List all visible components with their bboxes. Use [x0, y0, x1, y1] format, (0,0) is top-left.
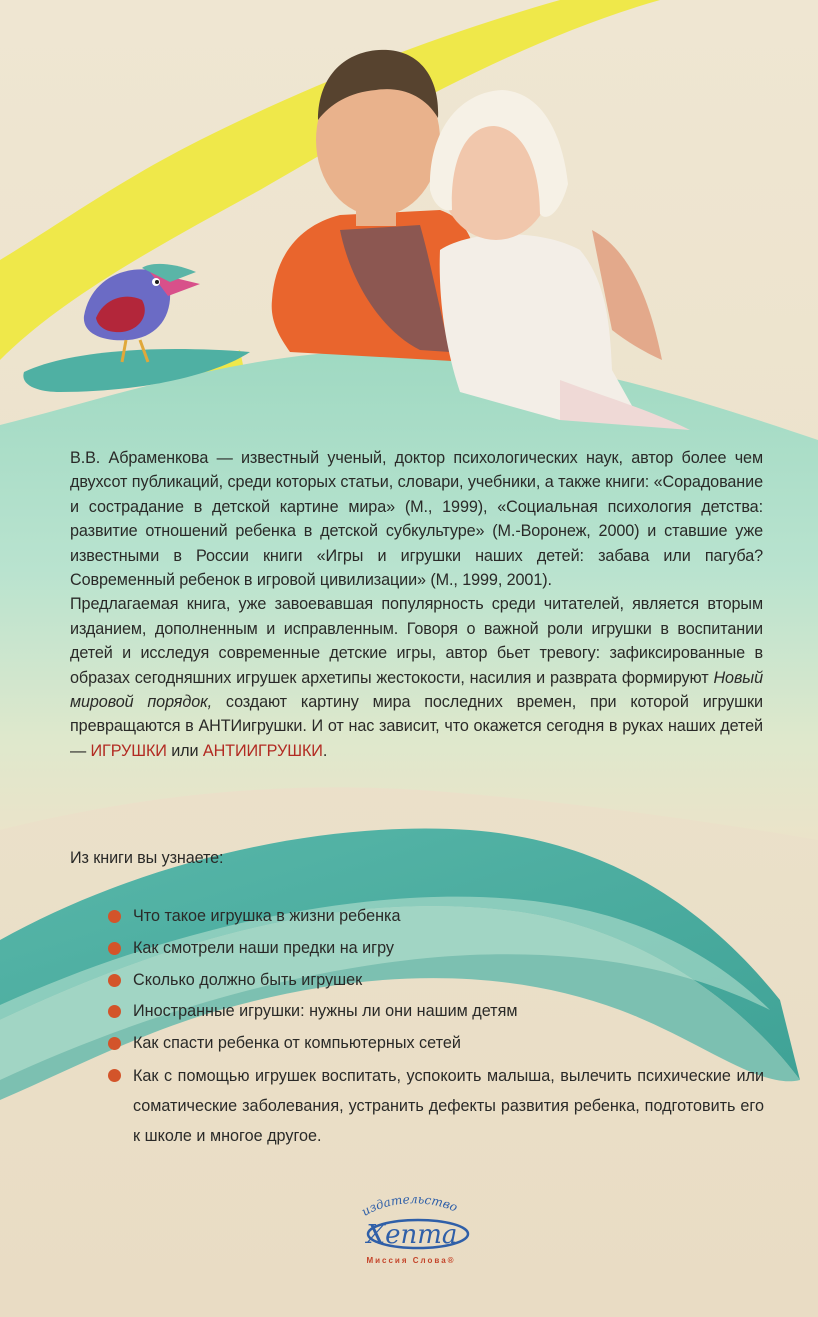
highlight-antitoys: АНТИИГРУШКИ [202, 741, 323, 760]
bullet-icon [108, 1005, 121, 1018]
bullet-icon [108, 1037, 121, 1050]
bio-paragraph-2-cont: создают картину мира последних времен, при которой игрушки превращаются в АНТИигрушки. И от нас зависит, что окажется сегодня в руках наших детей — [70, 693, 763, 760]
girl-photo [430, 90, 690, 430]
publisher-logo [346, 1194, 476, 1278]
bullet-icon [108, 974, 121, 987]
topic-text: Сколько должно быть игрушек [133, 970, 363, 989]
bio-paragraph-2 [70, 592, 763, 763]
bio-paragraph-1 [70, 446, 763, 592]
topic-item [106, 1028, 764, 1060]
topic-item [106, 996, 764, 1028]
topic-item [106, 933, 764, 965]
publisher-tagline: Миссия Слова® [366, 1256, 456, 1265]
bio-end-period: . [322, 741, 328, 760]
topic-text: Что такое игрушка в жизни ребенка [133, 907, 401, 925]
bullet-icon [108, 910, 121, 923]
publisher-name: Хепта [366, 1220, 458, 1250]
bio-paragraph-2-text: Предлагаемая книга, уже завоевавшая популярность среди читателей, является вторым изданием, дополненным и исправленным. Говоря о важной роли игрушки в воспитании детей и исследуя современные детские игры, автор бьет тревогу: зафиксированные в образах сегодняшних игрушек архетипы жестокости, насилия и разврата формируют [70, 595, 763, 687]
topic-item [106, 901, 764, 933]
topic-text: Иностранные игрушки: нужны ли они нашим детям [133, 1002, 518, 1021]
bio-paragraph-1-text: В.В. Абраменкова — известный ученый, доктор психологических наук, автор более чем двухсот публикаций, среди которых статьи, словари, учебники, а также книги: «Сорадование и сострадание в детской картине мира» (М., 1999), «Социальная психология детства: развитие отношений ребенка в детской субкультуре» (М.-Воронеж, 2000) и ставшие уже известными в России книги «Игры и игрушки наших детей: забава или пагуба? Современный ребенок в игровой цивилизации» (М., 1999, 2001). [70, 449, 763, 590]
publisher-arc-text [359, 1194, 459, 1219]
bio-or: или [171, 741, 199, 760]
bio-italic-phrase: Новый мировой порядок, [70, 668, 764, 712]
topic-text: Как спасти ребенка от компьютерных сетей [133, 1034, 461, 1053]
publisher-mark [346, 1194, 476, 1256]
topic-item [106, 965, 764, 997]
publisher-arc-path: издательство [359, 1194, 460, 1219]
bullet-icon [108, 1069, 121, 1082]
author-description [70, 446, 763, 763]
highlight-toys: ИГРУШКИ [90, 741, 167, 760]
topic-text: Как с помощью игрушек воспитать, успокоить малыша, вылечить психические или соматические заболевания, устранить дефекты развития ребенка, подготовить его к школе и многое другое. [133, 1066, 764, 1145]
topic-text: Как смотрели наши предки на игру [133, 938, 394, 957]
topic-item [106, 1060, 764, 1151]
learn-heading: Из книги вы узнаете: [70, 849, 224, 867]
bullet-icon [108, 942, 121, 955]
topics-list [106, 901, 764, 1151]
